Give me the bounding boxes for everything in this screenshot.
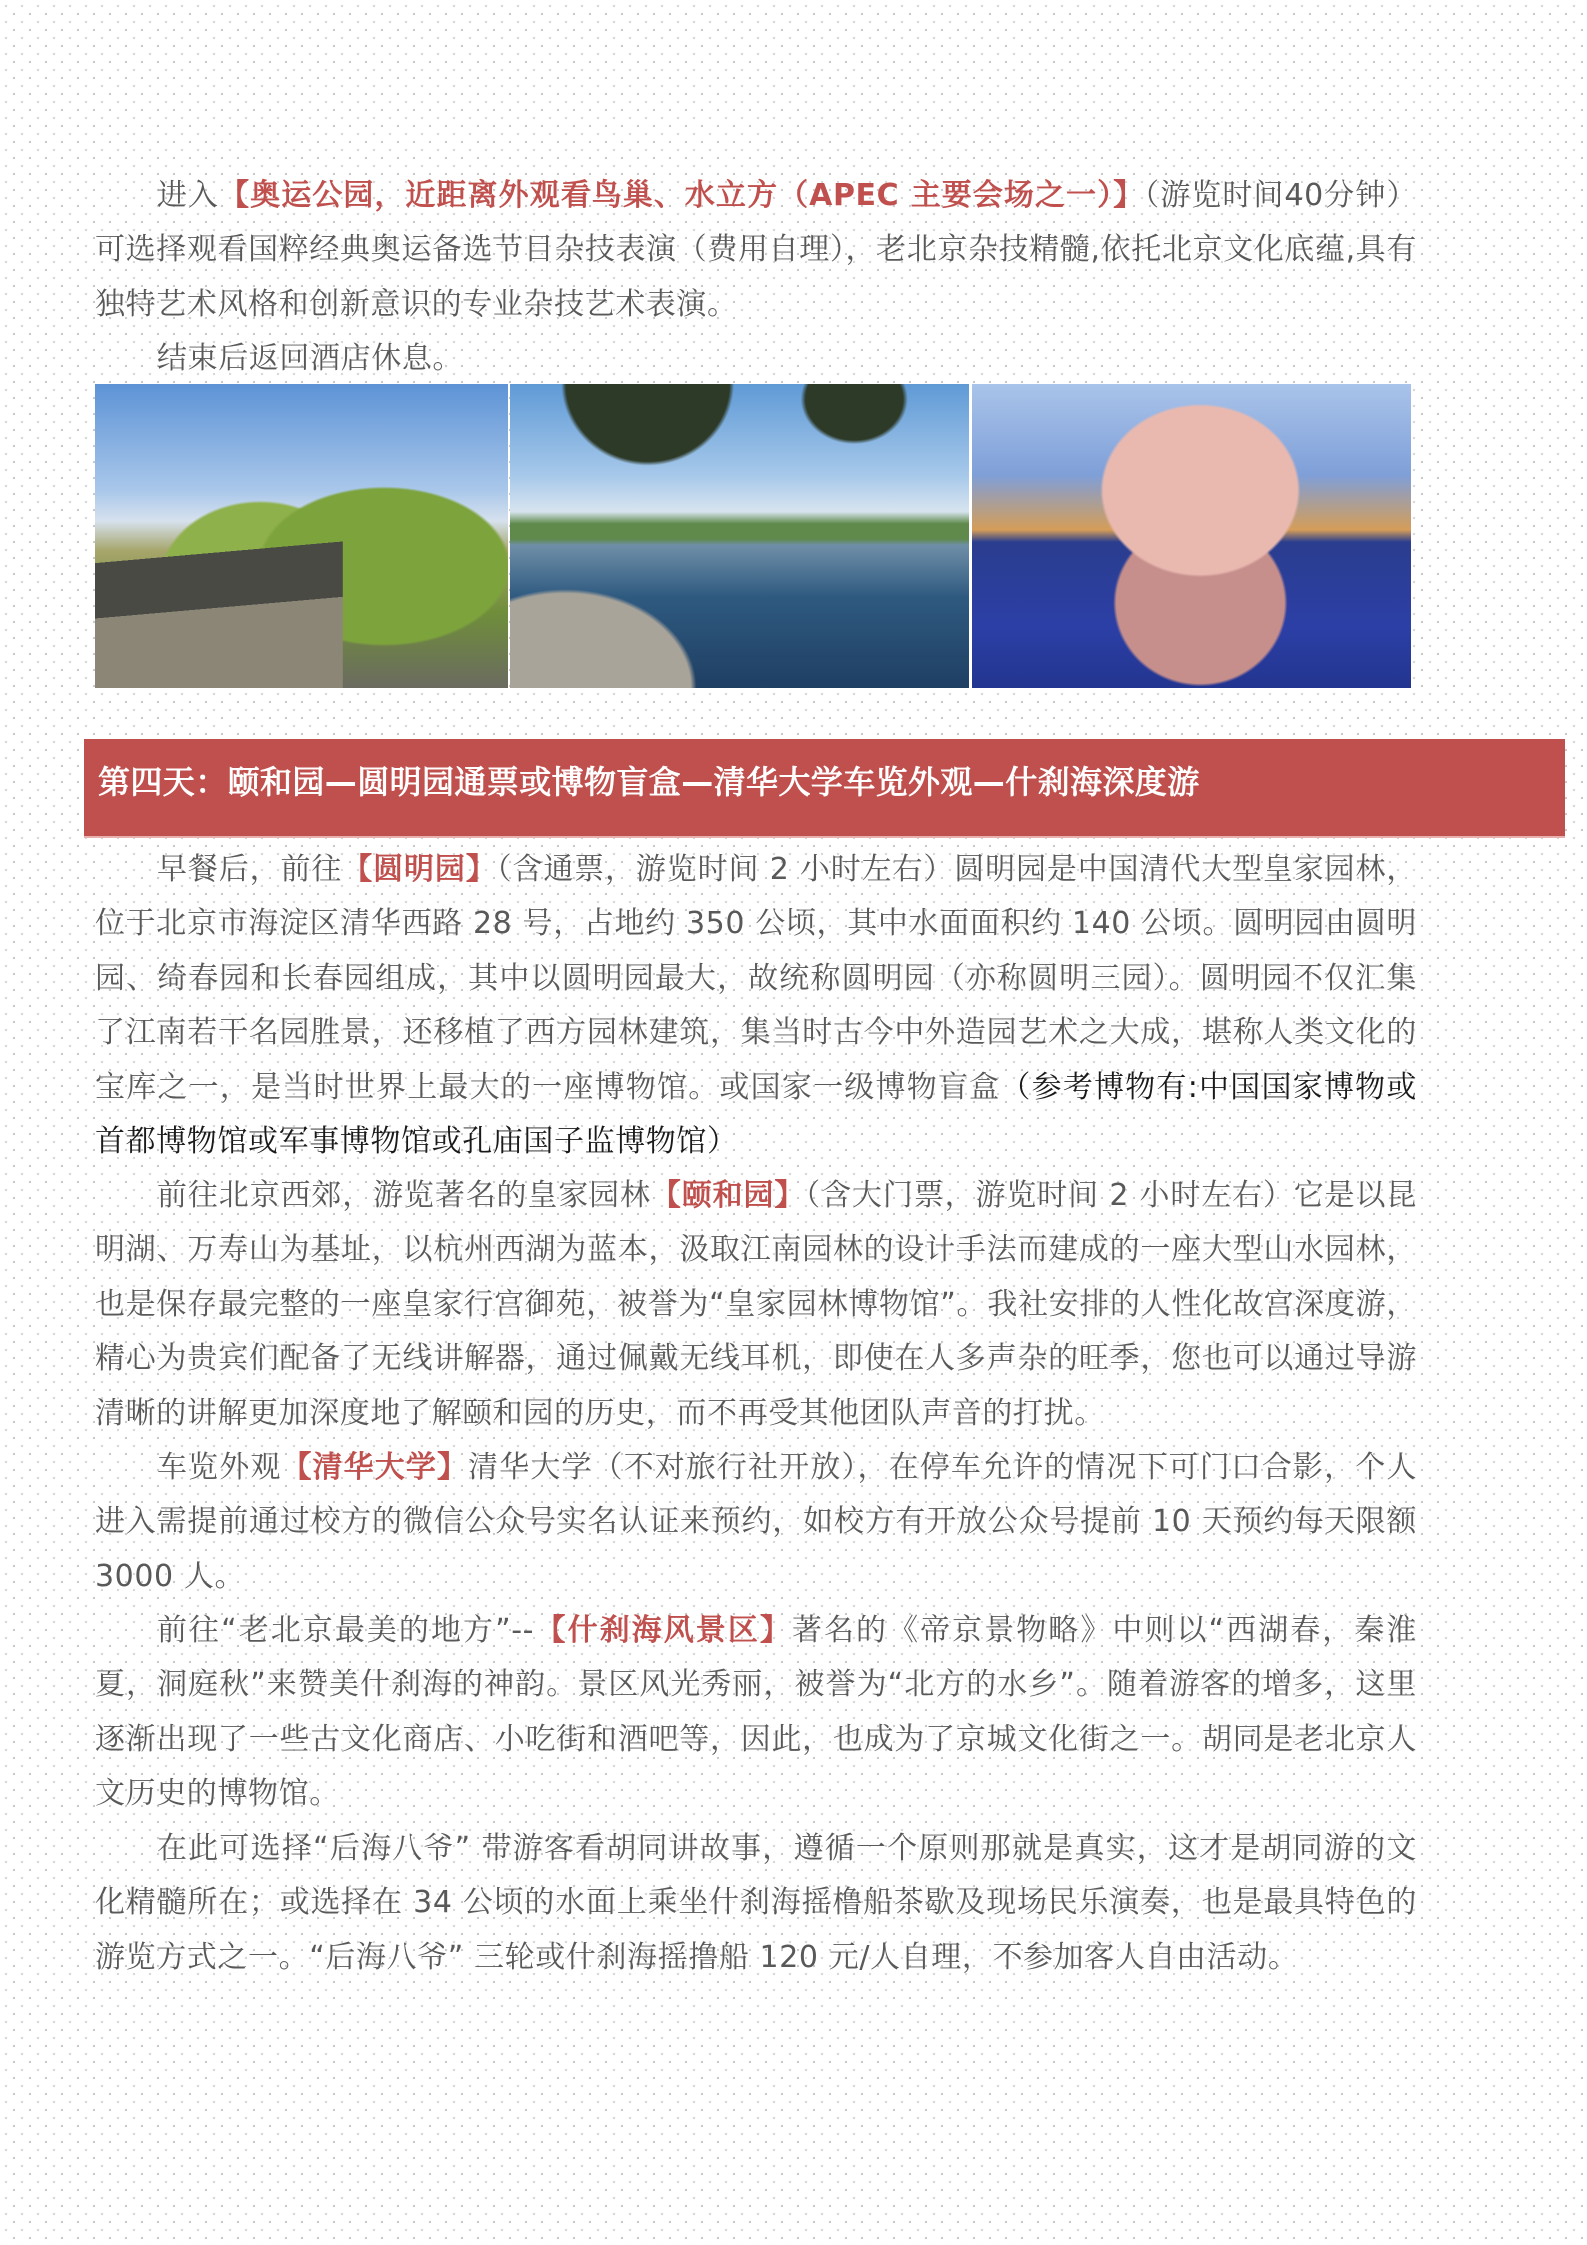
- yiheyuan-prefix: 前往北京西郊，游览著名的皇家园林: [157, 1178, 651, 1213]
- shichahai-prefix: 前往“老北京最美的地方”--: [157, 1613, 535, 1648]
- photo-strip: [95, 384, 1411, 688]
- hutong-paragraph: 在此可选择“后海八爷” 带游客看胡同讲故事，遵循一个原则那就是真实，这才是胡同游的文化精髓所在；或选择在 34 公顷的水面上乘坐什刹海摇橹船茶歇及现场民乐演奏，也是最具特色的游览方式之一。“后海八爷” 三轮或什刹海摇撸船 120 元/人自理，不参加客人自由活动。: [95, 1831, 1417, 1975]
- olympic-park-highlight: 【奥运公园，近距离外观看鸟巢、水立方（APEC 主要会场之一）】: [219, 178, 1145, 213]
- tsinghua-paragraph: [95, 1441, 1417, 1604]
- yuanmingyuan-body: （含通票，游览时间 2 小时左右）圆明园是中国清代大型皇家园林，位于北京市海淀区清华西路 28 号，占地约 350 公顷，其中水面面积约 140 公顷。圆明园由圆明园、绮春园和长春园组成，其中以圆明园最大，故统称圆明园（亦称圆明三园）。圆明园不仅汇集了江南若干名园胜景，还移植了西方园林建筑，集当时古今中外造园艺术之大成，堪称人类文化的宝库之一，是当时世界上最大的一座博物馆。或国家一级博物盲盒: [95, 852, 1418, 1105]
- great-wall-photo: [95, 384, 508, 688]
- tsinghua-highlight: 【清华大学】: [281, 1450, 469, 1485]
- museum-reference: （参考博物有:中国国家博物或首都博物馆或军事博物馆或孔庙国子监博物馆）: [95, 1069, 1417, 1160]
- yiheyuan-highlight: 【颐和园】: [650, 1178, 806, 1213]
- birds-nest-photo: [972, 384, 1411, 688]
- yiheyuan-body: （含大门票，游览时间 2 小时左右）它是以昆明湖、万寿山为基址，以杭州西湖为蓝本，汲取江南园林的设计手法而建成的一座大型山水园林，也是保存最完整的一座皇家行宫御苑，被誉为“皇家园林博物馆”。我社安排的人性化故宫深度游，精心为贵宾们配备了无线讲解器，通过佩戴无线耳机，即使在人多声杂的旺季，您也可以通过导游清晰的讲解更加深度地了解颐和园的历史，而不再受其他团队声音的打扰。: [95, 1178, 1418, 1431]
- tsinghua-body: 清华大学（不对旅行社开放），在停车允许的情况下可门口合影，个人进入需提前通过校方的微信公众号实名认证来预约，如校方有开放公众号提前 10 天预约每天限额 3000 人。: [95, 1450, 1417, 1594]
- day4-title: 第四天：颐和园—圆明园通票或博物盲盒—清华大学车览外观—什刹海深度游: [98, 763, 1200, 801]
- olympic-prefix: 进入: [157, 178, 220, 213]
- lake-garden-photo: [510, 384, 969, 688]
- day4-banner: [84, 739, 1565, 838]
- shichahai-body: 著名的《帝京景物略》中则以“西湖春，秦淮夏，洞庭秋”来赞美什刹海的神韵。景区风光秀丽，被誉为“北方的水乡”。随着游客的增多，这里逐渐出现了一些古文化商店、小吃街和酒吧等，因此，也成为了京城文化街之一。胡同是老北京人文历史的博物馆。: [95, 1613, 1417, 1812]
- yuanmingyuan-highlight: 【圆明园】: [342, 852, 497, 887]
- shichahai-highlight: 【什刹海风景区】: [534, 1613, 792, 1648]
- return-hotel-paragraph: 结束后返回酒店休息。: [157, 341, 463, 376]
- shichahai-paragraph: [95, 1604, 1417, 1822]
- olympic-park-body: （游览时间40分钟）可选择观看国粹经典奥运备选节目杂技表演（费用自理），老北京杂技精髓,依托北京文化底蕴,具有独特艺术风格和创新意识的专业杂技艺术表演。: [95, 178, 1417, 322]
- tsinghua-prefix: 车览外观: [157, 1450, 282, 1485]
- yiheyuan-paragraph: [95, 1169, 1417, 1441]
- olympic-park-paragraph: [95, 169, 1417, 332]
- yuanmingyuan-prefix: 早餐后，前往: [157, 852, 343, 887]
- yuanmingyuan-paragraph: [95, 843, 1417, 1169]
